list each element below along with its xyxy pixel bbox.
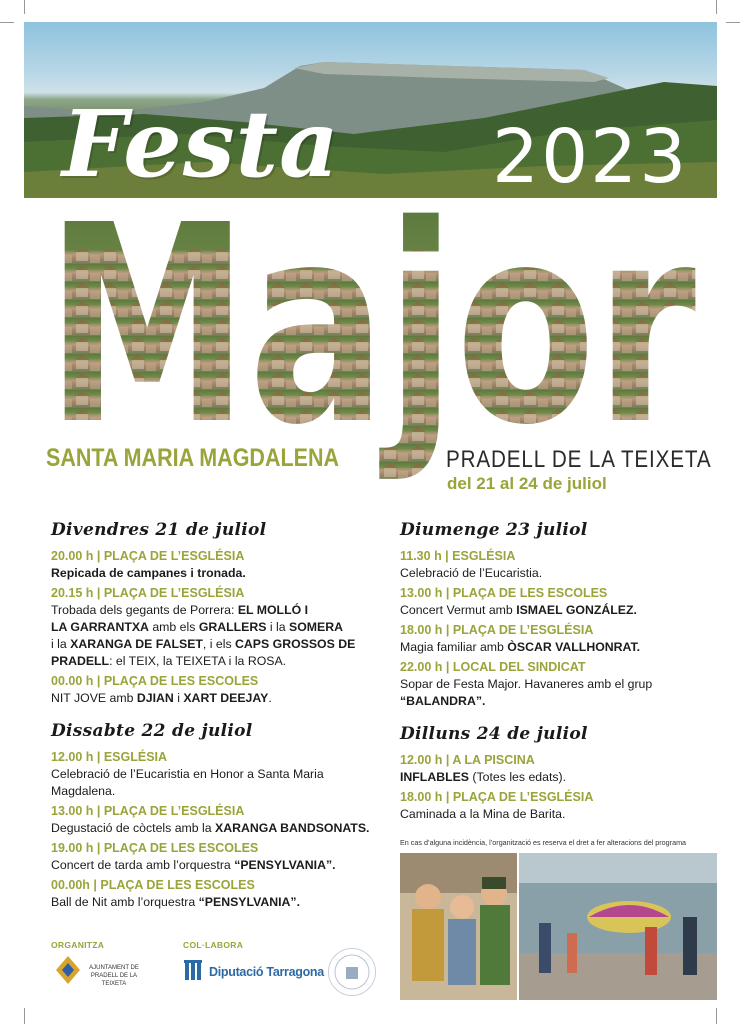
town-name: PRADELL DE LA TEIXETA (446, 446, 712, 473)
event-description: Degustació de còctels amb la XARANGA BANDSONATS. (51, 821, 370, 835)
event-time-place: 18.00 h | PLAÇA DE L’ESGLÉSIA (400, 623, 594, 637)
event-time-place: 19.00 h | PLAÇA DE LES ESCOLES (51, 841, 259, 855)
year-title: 2023 (492, 114, 689, 198)
giants-photo (400, 853, 517, 1000)
event-description: NIT JOVE amb DJIAN i XART DEEJAY. (51, 691, 272, 705)
program-right-column (400, 520, 720, 826)
event-description: Concert Vermut amb ISMAEL GONZÁLEZ. (400, 603, 637, 617)
event (400, 585, 720, 619)
event-time-place: 13.00 h | PLAÇA DE L’ESGLÉSIA (51, 804, 245, 818)
event-description: Concert de tarda amb l’orquestra “PENSYLVANIA”. (51, 858, 336, 872)
crop-mark (716, 1008, 717, 1024)
diputacio-name: Diputació Tarragona (209, 965, 324, 979)
crop-mark (716, 0, 717, 14)
organitza-label: ORGANITZA (51, 940, 105, 950)
event-time-place: 12.00 h | A LA PISCINA (400, 753, 535, 767)
hero-landscape (24, 22, 717, 198)
day-title: Diumenge 23 juliol (400, 520, 588, 540)
event-time-place: 18.00 h | PLAÇA DE L’ESGLÉSIA (400, 790, 594, 804)
event-description: Sopar de Festa Major. Havaneres amb el grup “BALANDRA”. (400, 677, 653, 708)
event (400, 752, 720, 786)
day-title: Dissabte 22 de juliol (51, 721, 253, 741)
crop-mark (0, 22, 14, 23)
event-time-place: 12.00 h | ESGLÉSIA (51, 750, 168, 764)
event-description: Repicada de campanes i tronada. (51, 566, 246, 580)
colabora-label: COL·LABORA (183, 940, 244, 950)
event (400, 659, 720, 710)
event (51, 548, 391, 582)
event-time-place: 20.15 h | PLAÇA DE L’ESGLÉSIA (51, 586, 245, 600)
event-time-place: 13.00 h | PLAÇA DE LES ESCOLES (400, 586, 608, 600)
event-description: Magia familiar amb ÒSCAR VALLHONRAT. (400, 640, 641, 654)
festa-title: Festa (62, 90, 340, 198)
crop-mark (726, 22, 740, 23)
event (400, 548, 720, 582)
event-description: Caminada a la Mina de Barita. (400, 807, 566, 821)
event (51, 585, 391, 670)
program-left-column (51, 520, 391, 914)
event-time-place: 22.00 h | LOCAL DEL SINDICAT (400, 660, 586, 674)
event-description: Ball de Nit amb l’orquestra “PENSYLVANIA”. (51, 895, 300, 909)
event-time-place: 20.00 h | PLAÇA DE L’ESGLÉSIA (51, 549, 245, 563)
festival-dates: del 21 al 24 de juliol (447, 474, 607, 493)
event (51, 673, 391, 707)
event-time-place: 00.00 h | PLAÇA DE LES ESCOLES (51, 674, 259, 688)
event (51, 840, 391, 874)
event (51, 803, 391, 837)
festival-seal-logo (328, 948, 376, 996)
ajuntament-name: AJUNTAMENT DE PRADELL DE LA TEIXETA (89, 965, 139, 987)
event-description: Trobada dels gegants de Porrera: EL MOLLÓ I LA GARRANTXA amb els GRALLERS i la SOMERA i la XARANGA DE FALSET, i els CAPS GROSSOS DE PRADELL: el TEIX, la TEIXETA i la ROSA. (51, 603, 356, 668)
event-time-place: 00.00h | PLAÇA DE LES ESCOLES (51, 878, 255, 892)
crop-mark (24, 0, 25, 14)
event-description: Celebració de l’Eucaristia. (400, 566, 543, 580)
patron-saint: SANTA MARIA MAGDALENA (46, 444, 340, 472)
event (400, 789, 720, 823)
event (400, 622, 720, 656)
event-time-place: 11.30 h | ESGLÉSIA (400, 549, 516, 563)
event-description: INFLABLES (Totes les edats). (400, 770, 567, 784)
children-umbrella-photo (519, 853, 717, 1000)
crop-mark (24, 1008, 25, 1024)
day-title: Divendres 21 de juliol (51, 520, 267, 540)
event (51, 877, 391, 911)
event-description: Celebració de l’Eucaristia en Honor a Santa Maria Magdalena. (51, 767, 324, 798)
event (51, 749, 391, 800)
disclaimer-note: En cas d’alguna incidència, l’organització es reserva el dret a fer alteracions del programa (400, 838, 687, 847)
day-title: Dilluns 24 de juliol (400, 724, 588, 744)
